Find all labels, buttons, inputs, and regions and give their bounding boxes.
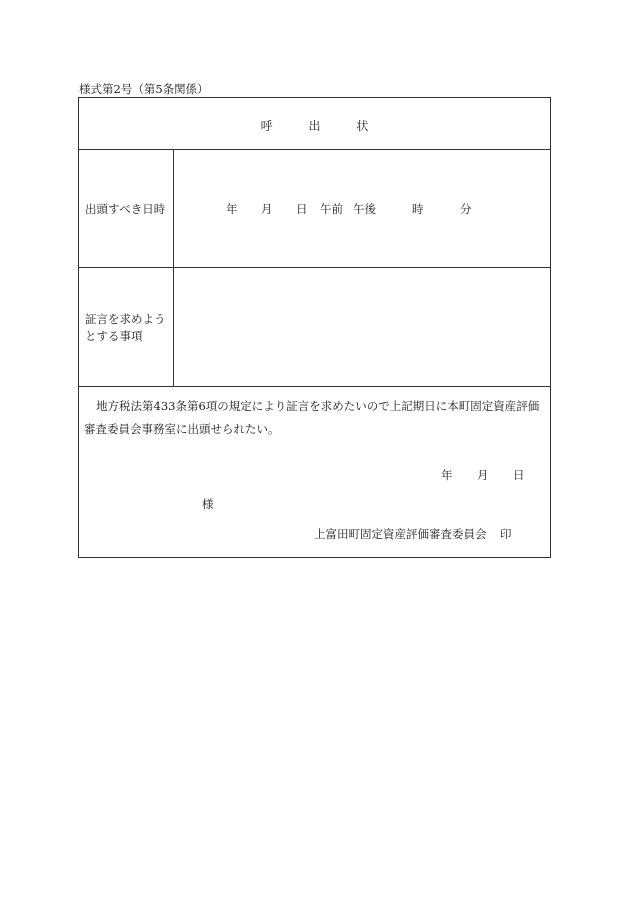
issuer-name: 上富田町固定資産評価審査委員会 [314,527,487,541]
summons-form [78,97,551,558]
datetime-unit-hour: 時 [412,202,424,216]
testimony-matters-label-line1: 証言を求めよう [85,312,166,326]
notice-body-line2: 審査委員会事務室に出頭せられたい。 [84,422,280,436]
appearance-datetime-row [79,150,550,268]
title-char: 呼 [260,119,273,133]
form-number: 様式第2号（第5条関係） [79,82,209,96]
title-row [79,98,550,150]
datetime-unit-minute: 分 [460,202,472,216]
seal-mark: 印 [500,527,512,541]
notice-body-row [79,387,550,557]
testimony-matters-label [85,311,166,345]
issue-date-day: 日 [513,468,525,482]
title-char: 出 [308,119,321,133]
form-title [79,117,550,134]
testimony-matters-label-line2: とする事項 [85,329,143,343]
datetime-unit-month: 月 [261,202,273,216]
notice-body-text [84,395,546,441]
datetime-unit-am: 午前 [320,202,343,216]
datetime-unit-day: 日 [296,202,308,216]
testimony-matters-label-cell [79,268,174,386]
datetime-unit-pm: 午後 [353,202,376,216]
testimony-matters-row [79,268,550,387]
issue-date-month: 月 [477,468,489,482]
notice-body-line1: 地方税法第433条第6項の規定により証言を求めたいので上記期日に本町固定資産評価 [96,399,540,413]
appearance-datetime-label-cell [79,150,174,267]
addressee-honorific: 様 [202,497,214,511]
title-char: 状 [356,119,369,133]
appearance-datetime-label: 出頭すべき日時 [85,202,166,216]
datetime-unit-year: 年 [226,202,238,216]
issue-date-year: 年 [441,468,453,482]
